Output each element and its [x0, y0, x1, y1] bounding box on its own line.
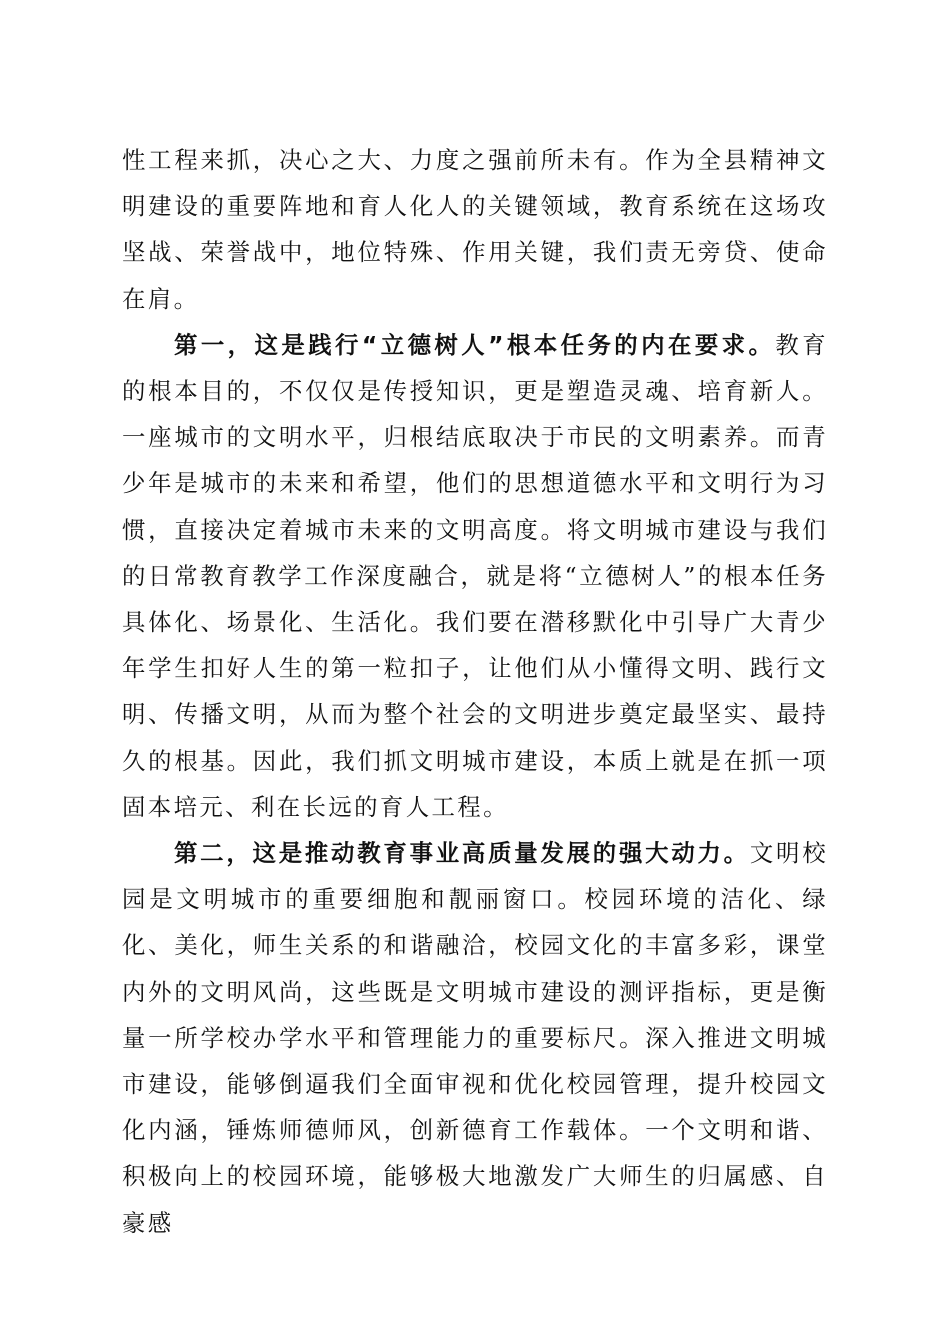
paragraph-3-text: 文明校园是文明城市的重要细胞和靓丽窗口。校园环境的洁化、绿化、美化，师生关系的和谐融洽，校园文化的丰富多彩，课堂内外的文明风尚，这些既是文明城市建设的测评指标，更是衡量一所学校办学水平和管理能力的重要标尺。深入推进文明城市建设，能够倒逼我们全面审视和优化校园管理，提升校园文化内涵，锤炼师德师风，创新德育工作载体。一个文明和谐、积极向上的校园环境，能够极大地激发广大师生的归属感、自豪感	[122, 839, 828, 1237]
paragraph-3-lead: 第二，这是推动教育事业高质量发展的强大动力。	[174, 839, 750, 868]
paragraph-1-text: 性工程来抓，决心之大、力度之强前所未有。作为全县精神文明建设的重要阵地和育人化人的关键领域，教育系统在这场攻坚战、荣誉战中，地位特殊、作用关键，我们责无旁贷、使命在肩。	[122, 146, 828, 313]
document-body	[122, 137, 828, 1246]
paragraph-point-two	[122, 830, 828, 1246]
paragraph-2-lead: 第一，这是践行“立德树人”根本任务的内在要求。	[174, 330, 776, 359]
paragraph-point-one	[122, 322, 828, 830]
paragraph-2-text: 教育的根本目的，不仅仅是传授知识，更是塑造灵魂、培育新人。一座城市的文明水平，归根结底取决于市民的文明素养。而青少年是城市的未来和希望，他们的思想道德水平和文明行为习惯，直接决定着城市未来的文明高度。将文明城市建设与我们的日常教育教学工作深度融合，就是将“立德树人”的根本任务具体化、场景化、生活化。我们要在潜移默化中引导广大青少年学生扣好人生的第一粒扣子，让他们从小懂得文明、践行文明、传播文明，从而为整个社会的文明进步奠定最坚实、最持久的根基。因此，我们抓文明城市建设，本质上就是在抓一项固本培元、利在长远的育人工程。	[122, 330, 828, 821]
paragraph-continuation	[122, 137, 828, 322]
